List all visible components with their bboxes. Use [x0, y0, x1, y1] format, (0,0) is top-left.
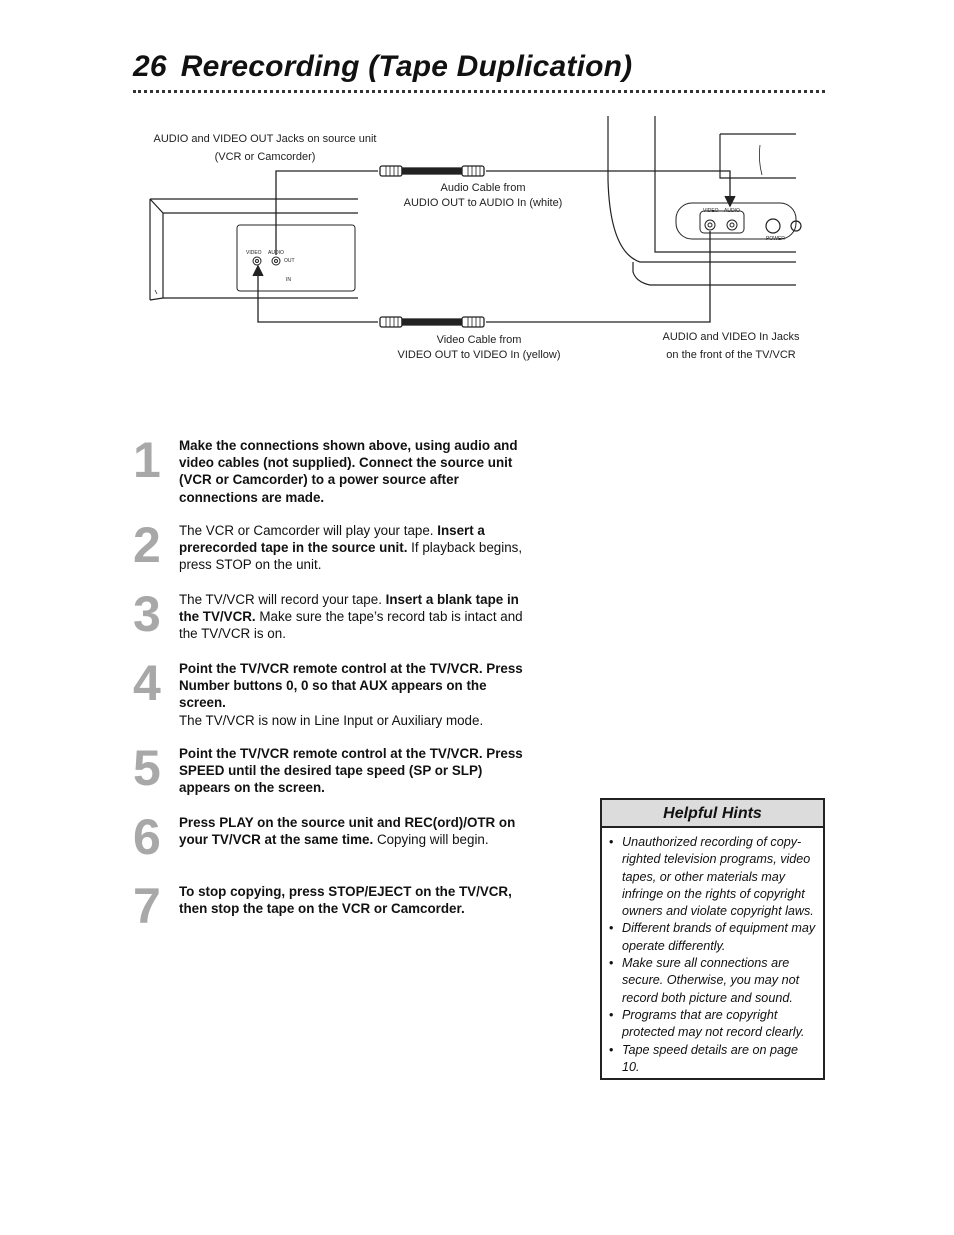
step-text [179, 437, 529, 506]
source-jacks-label-line1: AUDIO and VIDEO OUT Jacks on source unit [153, 133, 377, 145]
bullet-icon: • [609, 1042, 614, 1057]
audio-cable [276, 166, 735, 255]
connection-diagram [0, 0, 954, 400]
step-number: 3 [133, 586, 158, 642]
vcr-jacks [253, 257, 280, 265]
step-number: 7 [133, 878, 158, 934]
step-number: 1 [133, 432, 158, 488]
vcr-out-label: OUT [284, 258, 295, 264]
hint-text: Different brands of equipment may operate differently. [622, 921, 816, 953]
page-number: 26 [133, 50, 167, 83]
vcr-in-label: IN [286, 277, 291, 283]
video-cable-label-line2: VIDEO OUT to VIDEO In (yellow) [397, 349, 561, 361]
step-text [179, 660, 529, 729]
helpful-hints-title: Helpful Hints [602, 800, 823, 828]
hint-item [608, 1042, 817, 1077]
step-text-bold: Point the TV/VCR remote control at the TV/VCR. Press SPEED until the desired tape speed (SP or SLP) appears on the screen. [179, 746, 523, 796]
step-text [179, 591, 529, 643]
hint-item [608, 834, 817, 920]
tv-vcr-illustration [608, 116, 801, 285]
step-text-regular: The TV/VCR will record your tape. [179, 592, 386, 607]
bullet-icon: • [609, 956, 614, 971]
step-text-regular: Make sure the tape’s record tab is intact and the TV/VCR is on. [179, 609, 523, 642]
vcr-audio-jack-label: AUDIO [268, 250, 284, 256]
source-jacks-label-line2: (VCR or Camcorder) [214, 151, 316, 163]
step-text [179, 814, 529, 848]
step-text-regular: The TV/VCR is now in Line Input or Auxiliary mode. [179, 712, 484, 728]
step-number: 2 [133, 517, 158, 573]
step-text-bold: Make the connections shown above, using audio and video cables (not supplied). Connect the source unit (VCR or Camcorder) to a power source after connections are made. [179, 438, 518, 505]
step-number: 5 [133, 740, 158, 796]
page-title-text: Rerecording (Tape Duplication) [180, 50, 633, 83]
step-number: 4 [133, 655, 158, 711]
tv-power-label: POWER [766, 236, 785, 242]
video-cable-label-line1: Video Cable from [436, 334, 522, 346]
step-text-bold: Point the TV/VCR remote control at the TV/VCR. Press Number buttons 0, 0 so that AUX appears on the screen. [179, 661, 523, 711]
video-cable [253, 231, 710, 327]
in-jacks-label-line1: AUDIO and VIDEO In Jacks [662, 331, 800, 343]
step-number: 6 [133, 809, 158, 865]
hint-text: Unauthorized recording of copy-righted television programs, video tapes, or other materials may infringe on the rights of copyright owners and violate copyright laws. [622, 835, 814, 919]
bullet-icon: • [609, 921, 614, 936]
hint-item [608, 1007, 817, 1042]
hint-text: Tape speed details are on page 10. [622, 1042, 798, 1074]
step-text [179, 883, 529, 917]
hint-item [608, 955, 817, 1007]
step-text [179, 745, 529, 797]
step-text-bold: Insert a blank tape in the TV/VCR. [179, 592, 519, 625]
step-text-bold: Press PLAY on the source unit and REC(ord)/OTR on your TV/VCR at the same time. [179, 815, 516, 848]
step-text-regular: The VCR or Camcorder will play your tape. [179, 523, 438, 538]
step-text-bold: To stop copying, press STOP/EJECT on the TV/VCR, then stop the tape on the VCR or Camcorder. [179, 884, 512, 917]
hint-text: Programs that are copyright protected may not record clearly. [622, 1007, 805, 1040]
tv-video-jack-label: VIDEO [703, 208, 719, 214]
step-text-regular: If playback begins, press STOP on the unit. [179, 540, 523, 573]
tv-jacks [705, 220, 737, 230]
audio-cable-label-line1: Audio Cable from [440, 182, 526, 194]
tv-audio-jack-label: AUDIO [724, 208, 740, 214]
hint-text: Make sure all connections are secure. Otherwise, you may not record both picture and sound. [622, 956, 800, 1005]
helpful-hints-box [600, 798, 825, 1080]
audio-cable-label-line2: AUDIO OUT to AUDIO In (white) [403, 197, 563, 209]
hint-item [608, 920, 817, 955]
step-text [179, 522, 529, 574]
bullet-icon: • [609, 1007, 614, 1022]
bullet-icon: • [609, 835, 614, 849]
step-text-regular: Copying will begin. [373, 832, 489, 848]
step-text-bold: Insert a prerecorded tape in the source unit. [179, 523, 485, 556]
vcr-video-jack-label: VIDEO [246, 250, 262, 256]
in-jacks-label-line2: on the front of the TV/VCR [666, 349, 796, 361]
helpful-hints-list [602, 828, 823, 1076]
